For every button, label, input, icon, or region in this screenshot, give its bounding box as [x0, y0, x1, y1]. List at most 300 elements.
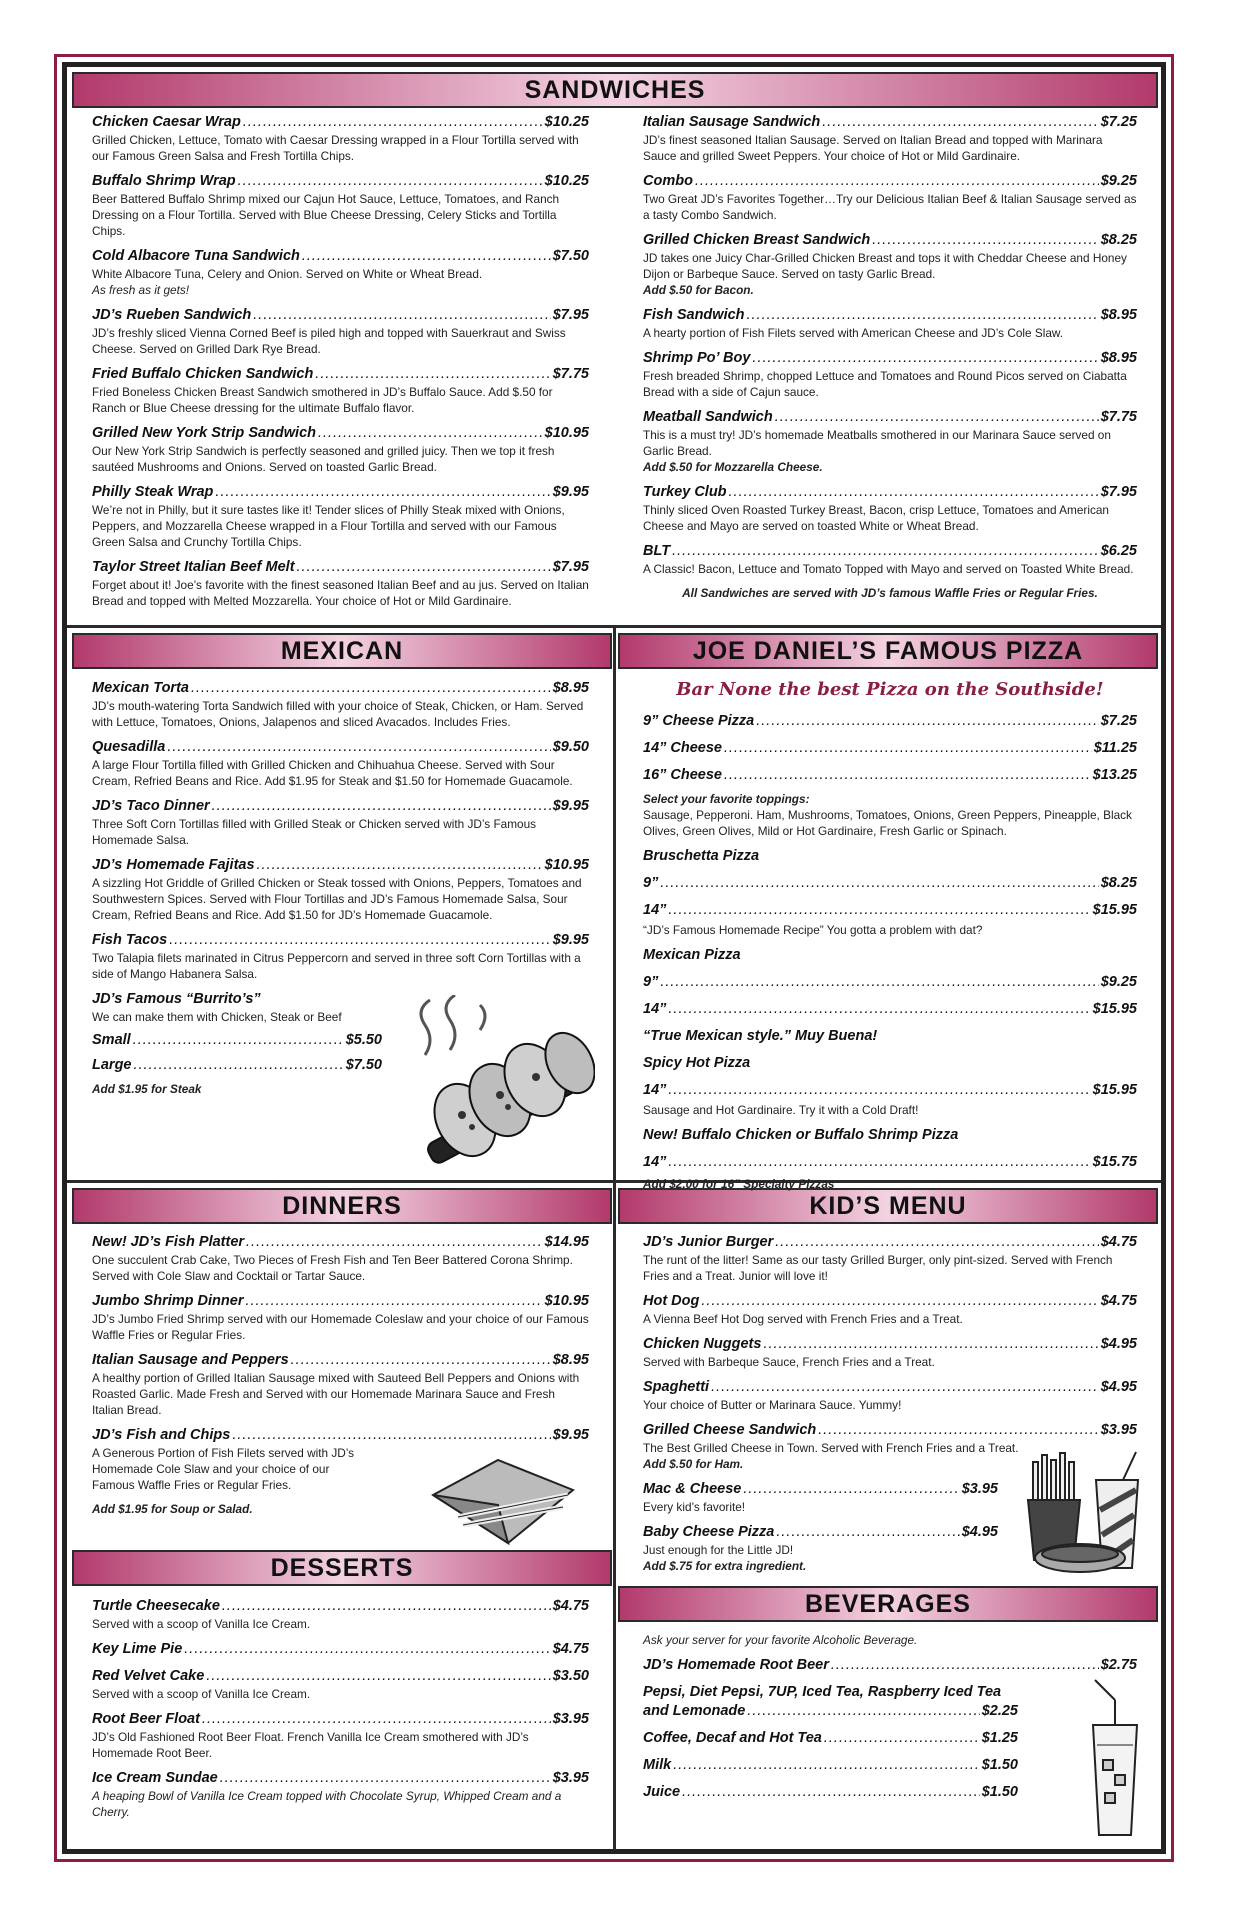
item-description: JD takes one Juicy Char-Grilled Chicken Breast and tops it with Cheddar Cheese and Honey Dijon or Barbeque Sauce. Served on tasty Garlic Bread.	[643, 251, 1127, 281]
item-name: Turtle Cheesecake	[92, 1598, 220, 1614]
menu-item	[643, 1081, 1137, 1100]
item-description: A hearty portion of Fish Filets served with American Cheese and JD’s Cole Slaw.	[643, 326, 1064, 340]
item-price: $14.95	[544, 1234, 589, 1250]
item-name: Italian Sausage and Peppers	[92, 1352, 289, 1368]
item-name: Coffee, Decaf and Hot Tea	[643, 1730, 822, 1746]
menu-item	[92, 1667, 589, 1702]
item-name: JD’s Rueben Sandwich	[92, 307, 252, 323]
dot-leader	[695, 172, 1099, 191]
dot-leader	[743, 1480, 959, 1499]
dot-leader	[212, 797, 551, 816]
item-description: Fried Boneless Chicken Breast Sandwich smothered in JD’s Buffalo Sauce. Add $.50 for Ranch or Blue Cheese dressing for the ultimate Buffalo flavor.	[92, 385, 553, 415]
dot-leader	[206, 1667, 550, 1686]
dot-leader	[167, 738, 550, 757]
item-name: 9” Cheese Pizza	[643, 713, 755, 729]
item-price: $1.25	[981, 1730, 1018, 1746]
pizza-header	[618, 633, 1158, 669]
dot-leader	[672, 542, 1099, 561]
dot-leader	[246, 1233, 543, 1252]
dot-leader	[191, 679, 551, 698]
item-name: 14”	[643, 1082, 667, 1098]
dot-leader	[822, 113, 1098, 132]
dot-leader	[824, 1729, 980, 1748]
menu-item-row	[643, 1756, 1018, 1775]
item-description: Served with a scoop of Vanilla Ice Cream.	[92, 1617, 311, 1631]
dot-leader	[660, 874, 1098, 893]
sandwiches-right-column	[643, 113, 1137, 601]
item-name: Grilled New York Strip Sandwich	[92, 425, 316, 441]
item-name: Juice	[643, 1784, 681, 1800]
root-beer-row: JD’s Homemade Root Beer ..... $2.75	[643, 1656, 1137, 1675]
menu-item-row	[643, 231, 1137, 250]
spicy-pizza-desc: Sausage and Hot Gardinaire. Try it with a Cold Draft!	[643, 1103, 919, 1117]
menu-item-row	[643, 1783, 1018, 1802]
item-price: $10.95	[544, 857, 589, 873]
item-name: 14”	[643, 902, 667, 918]
section-title: DINNERS	[282, 1191, 402, 1220]
item-price: $8.95	[1100, 307, 1137, 323]
menu-item-row	[92, 483, 589, 502]
item-name: Buffalo Shrimp Wrap	[92, 173, 236, 189]
dot-leader	[724, 766, 1091, 785]
item-name: Milk	[643, 1757, 672, 1773]
dot-leader	[184, 1640, 550, 1659]
menu-item	[643, 1000, 1137, 1019]
menu-item-row	[92, 1597, 589, 1616]
menu-item	[92, 797, 589, 848]
menu-item	[92, 365, 589, 416]
sandwiches-footer-note: All Sandwiches are served with JD’s famous Waffle Fries or Regular Fries.	[682, 586, 1098, 600]
menu-item	[92, 1292, 589, 1343]
item-note: Add $.50 for Bacon.	[643, 283, 754, 297]
item-description: A heaping Bowl of Vanilla Ice Cream topped with Chocolate Syrup, Whipped Cream and a Cherry.	[92, 1789, 562, 1819]
item-name: Turkey Club	[643, 484, 727, 500]
menu-item-row	[643, 1153, 1137, 1172]
item-price: $4.95	[1100, 1379, 1137, 1395]
item-description: We’re not in Philly, but it sure tastes like it! Tender slices of Philly Steak mixed with Onions, Peppers, and Mozzarella Cheese wrapped in a Flour Tortilla and served with our Famous Green Salsa and Crunchy Tortilla Chips.	[92, 503, 565, 549]
item-price: $4.75	[552, 1641, 589, 1657]
menu-item	[643, 1335, 1137, 1370]
item-price: $7.75	[1100, 409, 1137, 425]
burritos-title: JD’s Famous “Burrito’s”	[92, 991, 261, 1007]
item-name: Key Lime Pie	[92, 1641, 183, 1657]
burrito-large-row: Large ..... $7.50	[92, 1056, 382, 1075]
dot-leader	[302, 247, 551, 266]
bruschetta-desc: “JD’s Famous Homemade Recipe” You gotta a problem with dat?	[643, 923, 983, 937]
item-description: A Vienna Beef Hot Dog served with French Fries and a Treat.	[643, 1312, 963, 1326]
item-price: $7.50	[552, 248, 589, 264]
item-description: JD’s freshly sliced Vienna Corned Beef is piled high and topped with Sauerkraut and Swiss Cheese. Served on Grilled Dark Rye Bread.	[92, 326, 566, 356]
menu-item	[643, 1523, 998, 1574]
column-divider	[613, 625, 616, 1850]
menu-item	[92, 856, 589, 923]
kids-menu-header	[618, 1188, 1158, 1224]
item-name: Fish Tacos	[92, 932, 168, 948]
menu-item-row	[92, 247, 589, 266]
dinners-note: Add $1.95 for Soup or Salad.	[92, 1502, 253, 1516]
menu-item	[92, 1351, 589, 1418]
menu-item-row	[643, 1000, 1137, 1019]
item-note: Add $.50 for Ham.	[643, 1457, 744, 1471]
item-name: 16” Cheese	[643, 767, 722, 783]
dot-leader	[660, 973, 1098, 992]
spicy-pizza-title: Spicy Hot Pizza	[643, 1055, 751, 1071]
dot-leader	[245, 1292, 542, 1311]
dot-leader	[776, 1523, 959, 1542]
item-price: $9.95	[552, 932, 589, 948]
item-description: Your choice of Butter or Marinara Sauce. Yummy!	[643, 1398, 902, 1412]
napkin-utensils-illustration	[428, 1455, 578, 1547]
menu-item-row	[643, 1523, 998, 1542]
menu-item-row	[92, 424, 589, 443]
menu-item	[92, 1769, 589, 1820]
item-name: JD’s Taco Dinner	[92, 798, 210, 814]
section-title: KID’S MENU	[809, 1191, 967, 1220]
menu-item	[643, 901, 1137, 920]
item-price: $15.95	[1092, 1001, 1137, 1017]
menu-item-row	[92, 856, 589, 875]
dot-leader	[756, 712, 1098, 731]
menu-item	[643, 973, 1137, 992]
bruschetta-title: Bruschetta Pizza	[643, 848, 760, 864]
item-name: Red Velvet Cake	[92, 1668, 205, 1684]
menu-item-row	[643, 874, 1137, 893]
desserts-column	[92, 1597, 589, 1828]
item-price: $15.75	[1092, 1154, 1137, 1170]
item-price: $8.25	[1100, 232, 1137, 248]
item-name: Cold Albacore Tuna Sandwich	[92, 248, 300, 264]
item-name: Italian Sausage Sandwich	[643, 114, 821, 130]
section-title: MEXICAN	[280, 636, 404, 665]
mexican-pizza-desc: “True Mexican style.” Muy Buena!	[643, 1028, 878, 1044]
dot-leader	[318, 424, 543, 443]
item-description: Served with a scoop of Vanilla Ice Cream.	[92, 1687, 311, 1701]
dot-leader	[243, 113, 543, 132]
item-description: One succulent Crab Cake, Two Pieces of Fresh Fish and Ten Beer Battered Corona Shrimp. Served with Cole Slaw and Cocktail or Tartar Sauce.	[92, 1253, 573, 1283]
menu-item-row	[643, 1729, 1018, 1748]
item-description: A large Flour Tortilla filled with Grilled Chicken and Chihuahua Cheese. Served with Sour Cream, Refried Beans and Rice. Add $1.95 for Steak and $1.50 for Homemade Guacamole.	[92, 758, 573, 788]
item-name: BLT	[643, 543, 671, 559]
item-description: This is a must try! JD’s homemade Meatballs smothered in our Marinara Sauce served on Garlic Bread.	[643, 428, 1111, 458]
menu-item-row	[643, 1378, 1137, 1397]
item-price: $10.25	[544, 173, 589, 189]
dot-leader	[215, 483, 550, 502]
dot-leader	[668, 1153, 1090, 1172]
item-price: $4.75	[1100, 1293, 1137, 1309]
item-name: JD’s Fish and Chips	[92, 1427, 231, 1443]
item-description: Two Great JD’s Favorites Together…Try our Delicious Italian Beef & Italian Sausage served as a tasty Combo Sandwich.	[643, 192, 1137, 222]
sandwiches-header	[72, 72, 1158, 108]
dot-leader	[202, 1710, 551, 1729]
menu-item-row	[643, 973, 1137, 992]
item-price: $4.75	[1100, 1234, 1137, 1250]
item-name: Mac & Cheese	[643, 1481, 742, 1497]
item-description: Forget about it! Joe’s favorite with the finest seasoned Italian Beef and au jus. Served on Italian Bread and topped with Melted Mozzarella. Your choice of Hot or Mild Gardinaire.	[92, 578, 589, 608]
item-name: 14”	[643, 1154, 667, 1170]
item-price: $1.50	[981, 1784, 1018, 1800]
item-price: $11.25	[1093, 740, 1137, 756]
dot-leader	[872, 231, 1098, 250]
item-price: $7.25	[1100, 713, 1137, 729]
menu-item	[643, 231, 1137, 298]
item-name: 9”	[643, 875, 659, 891]
menu-item-row	[92, 1233, 589, 1252]
item-price: $9.95	[552, 798, 589, 814]
menu-item	[643, 1378, 1137, 1413]
pizza-column	[643, 675, 1137, 1192]
item-description: Grilled Chicken, Lettuce, Tomato with Caesar Dressing wrapped in a Flour Tortilla served with our Famous Green Salsa and Fresh Tortilla Chips.	[92, 133, 579, 163]
mexican-pizza-title: Mexican Pizza	[643, 947, 741, 963]
menu-item	[92, 247, 589, 298]
menu-item-row	[92, 1426, 589, 1445]
dot-leader	[297, 558, 551, 577]
item-name: 14” Cheese	[643, 740, 722, 756]
item-price: $8.25	[1100, 875, 1137, 891]
item-description: Our New York Strip Sandwich is perfectly seasoned and grilled juicy. Then we top it fresh sautéed Mushrooms and Onions. Served on toasted Garlic Bread.	[92, 444, 555, 474]
item-price: $8.95	[552, 680, 589, 696]
item-description: JD’s Jumbo Fried Shrimp served with our Homemade Coleslaw and your choice of our Famous Waffle Fries or Regular Fries.	[92, 1312, 589, 1342]
dot-leader	[818, 1421, 1098, 1440]
item-description: JD’s Old Fashioned Root Beer Float. French Vanilla Ice Cream smothered with JD’s Homemade Root Beer.	[92, 1730, 529, 1760]
item-name: Taylor Street Italian Beef Melt	[92, 559, 295, 575]
menu-item	[643, 172, 1137, 223]
item-price: $3.50	[552, 1668, 589, 1684]
dot-leader	[682, 1783, 980, 1802]
item-name: Fried Buffalo Chicken Sandwich	[92, 366, 314, 382]
item-price: $3.95	[552, 1770, 589, 1786]
menu-item	[643, 1292, 1137, 1327]
menu-item-row	[643, 483, 1137, 502]
dot-leader	[711, 1378, 1099, 1397]
menu-item	[643, 349, 1137, 400]
item-description: A Classic! Bacon, Lettuce and Tomato Topped with Mayo and served on Toasted White Bread.	[643, 562, 1134, 576]
menu-item-row	[643, 739, 1137, 758]
item-price: $7.75	[552, 366, 589, 382]
item-description: Two Talapia filets marinated in Citrus Peppercorn and served in three soft Corn Tortillas with a side of Mango Habanera Salsa.	[92, 951, 581, 981]
item-name: Grilled Chicken Breast Sandwich	[643, 232, 871, 248]
dot-leader	[747, 306, 1099, 325]
menu-item-row	[643, 306, 1137, 325]
item-price: $15.95	[1092, 1082, 1137, 1098]
dot-leader	[253, 306, 550, 325]
dot-leader	[775, 408, 1099, 427]
menu-item	[92, 679, 589, 730]
menu-item	[92, 306, 589, 357]
menu-item	[643, 1756, 1018, 1775]
menu-item	[643, 483, 1137, 534]
menu-item-row	[92, 365, 589, 384]
item-description: A sizzling Hot Griddle of Grilled Chicken or Steak tossed with Onions, Peppers, Tomatoes and Southwestern Spices. Served with Flour Tortillas and JD’s Famous Homemade Salsa, Sour Cream, Refried Beans and Rice. Add $1.50 for JD’s Homemade Guacamole.	[92, 876, 582, 922]
item-price: $3.95	[552, 1711, 589, 1727]
dinners-header	[72, 1188, 612, 1224]
menu-item-row	[92, 679, 589, 698]
dot-leader	[763, 1335, 1098, 1354]
item-description: JD’s mouth-watering Torta Sandwich filled with your choice of Steak, Chicken, or Ham. Served with Lettuce, Tomatoes, Onions, Jalapenos and sliced Avacados. Includes Fries.	[92, 699, 584, 729]
fries-drink-illustration	[1018, 1450, 1148, 1578]
item-name: Chicken Nuggets	[643, 1336, 762, 1352]
burritos-desc: We can make them with Chicken, Steak or Beef	[92, 1010, 342, 1024]
menu-item-row	[643, 408, 1137, 427]
item-description: Beer Battered Buffalo Shrimp mixed our Cajun Hot Sauce, Lettuce, Tomatoes, and Ranch Dressing on a Flour Tortilla. Served with Blue Cheese Dressing, Celery Sticks and Tortilla Chips.	[92, 192, 560, 238]
menu-item-row	[92, 558, 589, 577]
menu-item	[92, 1710, 589, 1761]
menu-item	[643, 542, 1137, 577]
menu-item-row	[92, 1710, 589, 1729]
item-name: Chicken Caesar Wrap	[92, 114, 241, 130]
item-description: Three Soft Corn Tortillas filled with Grilled Steak or Chicken served with JD’s Famous Homemade Salsa.	[92, 817, 537, 847]
menu-item-row	[643, 1335, 1137, 1354]
item-description: Fresh breaded Shrimp, chopped Lettuce and Tomatoes and Round Picos served on Ciabatta Bread with a side of Cajun sauce.	[643, 369, 1127, 399]
menu-item	[92, 558, 589, 609]
menu-item	[643, 408, 1137, 475]
item-name: JD’s Junior Burger	[643, 1234, 774, 1250]
section-title: DESSERTS	[270, 1553, 414, 1582]
menu-item-row	[92, 1667, 589, 1686]
dot-leader	[668, 901, 1090, 920]
menu-item	[92, 483, 589, 550]
dot-leader	[232, 1426, 550, 1445]
burrito-illustration	[410, 995, 595, 1165]
item-description: White Albacore Tuna, Celery and Onion. Served on White or Wheat Bread.	[92, 267, 483, 281]
dot-leader	[238, 172, 543, 191]
dot-leader	[673, 1756, 980, 1775]
pepsi-price-row: and Lemonade ..... $2.25	[643, 1702, 1018, 1721]
specialty-pizza-note: Add $2.00 for 16” Specialty Pizzas	[643, 1177, 835, 1191]
burrito-small-row: Small ..... $5.50	[92, 1031, 382, 1050]
menu-item-row	[92, 1351, 589, 1370]
item-price: $7.95	[552, 307, 589, 323]
burritos-note: Add $1.95 for Steak	[92, 1082, 202, 1096]
item-description: Just enough for the Little JD!	[643, 1543, 794, 1557]
item-description: Every kid’s favorite!	[643, 1500, 746, 1514]
menu-item-row	[92, 1640, 589, 1659]
menu-item-row	[643, 901, 1137, 920]
menu-item	[643, 766, 1137, 785]
section-title: BEVERAGES	[805, 1589, 971, 1618]
item-name: Fish Sandwich	[643, 307, 745, 323]
item-description: The Best Grilled Cheese in Town. Served with French Fries and a Treat.	[643, 1441, 1019, 1455]
dot-leader	[775, 1233, 1098, 1252]
menu-item	[92, 931, 589, 982]
menu-item-row	[643, 349, 1137, 368]
item-price: $6.25	[1100, 543, 1137, 559]
dot-leader	[291, 1351, 551, 1370]
item-name: Philly Steak Wrap	[92, 484, 214, 500]
item-price: $3.95	[1100, 1422, 1137, 1438]
item-price: $9.95	[552, 1427, 589, 1443]
item-price: $9.25	[1100, 974, 1137, 990]
menu-item	[643, 113, 1137, 164]
item-price: $4.75	[552, 1598, 589, 1614]
item-name: Shrimp Po’ Boy	[643, 350, 751, 366]
menu-item-row	[643, 1081, 1137, 1100]
item-price: $3.95	[961, 1481, 998, 1497]
dot-leader	[724, 739, 1092, 758]
beverages-column	[643, 1632, 1137, 1810]
menu-item	[92, 1233, 589, 1284]
toppings-label: Select your favorite toppings:	[643, 792, 810, 806]
item-name: Grilled Cheese Sandwich	[643, 1422, 817, 1438]
item-name: Spaghetti	[643, 1379, 710, 1395]
item-price: $1.50	[981, 1757, 1018, 1773]
dot-leader	[668, 1000, 1090, 1019]
item-price: $9.50	[552, 739, 589, 755]
item-description: Thinly sliced Oven Roasted Turkey Breast, Bacon, crisp Lettuce, Tomatoes and American Cheese and Mayo are served on toasted White or Wheat Bread.	[643, 503, 1109, 533]
item-description: A Generous Portion of Fish Filets served with JD’s Homemade Cole Slaw and your choice of our Famous Waffle Fries or Regular Fries.	[92, 1446, 355, 1492]
item-description: Served with Barbeque Sauce, French Fries and a Treat.	[643, 1355, 935, 1369]
menu-item	[643, 712, 1137, 731]
desserts-header	[72, 1550, 612, 1586]
menu-item-row	[92, 113, 589, 132]
menu-item	[643, 1153, 1137, 1172]
item-name: Baby Cheese Pizza	[643, 1524, 775, 1540]
menu-item-row	[92, 1292, 589, 1311]
menu-item-row	[92, 797, 589, 816]
menu-item	[92, 424, 589, 475]
menu-item-row	[643, 1233, 1137, 1252]
menu-item	[92, 113, 589, 164]
item-name: Meatball Sandwich	[643, 409, 773, 425]
dot-leader	[752, 349, 1098, 368]
item-note: As fresh as it gets!	[92, 283, 190, 297]
dot-leader	[222, 1597, 551, 1616]
mexican-header	[72, 633, 612, 669]
menu-item	[643, 1233, 1137, 1284]
item-name: Hot Dog	[643, 1293, 700, 1309]
menu-item-row	[92, 738, 589, 757]
item-name: Quesadilla	[92, 739, 166, 755]
menu-item	[643, 1729, 1018, 1748]
pizza-tagline: Bar None the best Pizza on the Southside!	[676, 679, 1104, 700]
item-description: JD’s finest seasoned Italian Sausage. Served on Italian Bread and topped with Marinara Sauce and grilled Sweet Peppers. Your choice of Hot or Mild Gardinaire.	[643, 133, 1103, 163]
item-price: $8.95	[1100, 350, 1137, 366]
item-name: Combo	[643, 173, 693, 189]
menu-item-row	[92, 306, 589, 325]
menu-item	[92, 738, 589, 789]
item-note: Add $.50 for Mozzarella Cheese.	[643, 460, 823, 474]
dot-leader	[315, 365, 550, 384]
section-title: SANDWICHES	[524, 75, 706, 104]
menu-item-row	[643, 766, 1137, 785]
item-price: $10.25	[544, 114, 589, 130]
beverages-header	[618, 1586, 1158, 1622]
item-description: The runt of the litter! Same as our tasty Grilled Burger, only pint-sized. Served with French Fries and a Treat. Junior will love it!	[643, 1253, 1113, 1283]
menu-item-row	[643, 712, 1137, 731]
toppings-list: Sausage, Pepperoni. Ham, Mushrooms, Tomatoes, Onions, Green Peppers, Pineapple, Black Olives, Green Olives, Mild or Hot Gardinaire, Fresh Garlic or Spinach.	[643, 808, 1132, 838]
item-price: $10.95	[544, 425, 589, 441]
buffalo-pizza-title: New! Buffalo Chicken or Buffalo Shrimp Pizza	[643, 1127, 959, 1143]
menu-item-row	[92, 172, 589, 191]
menu-item	[643, 306, 1137, 341]
menu-item-row	[643, 172, 1137, 191]
sandwiches-left-column	[92, 113, 589, 617]
item-price: $8.95	[552, 1352, 589, 1368]
item-price: $10.95	[544, 1293, 589, 1309]
item-name: 9”	[643, 974, 659, 990]
item-name: New! JD’s Fish Platter	[92, 1234, 245, 1250]
dot-leader	[729, 483, 1099, 502]
item-price: $9.25	[1100, 173, 1137, 189]
item-price: $7.25	[1100, 114, 1137, 130]
menu-item-row	[643, 1292, 1137, 1311]
menu-item	[643, 1480, 998, 1515]
menu-item	[92, 1597, 589, 1632]
menu-item	[92, 1640, 589, 1659]
menu-item-row	[643, 542, 1137, 561]
item-price: $13.25	[1092, 767, 1137, 783]
menu-item-row	[92, 1769, 589, 1788]
section-title: JOE DANIEL’S FAMOUS PIZZA	[692, 636, 1084, 665]
